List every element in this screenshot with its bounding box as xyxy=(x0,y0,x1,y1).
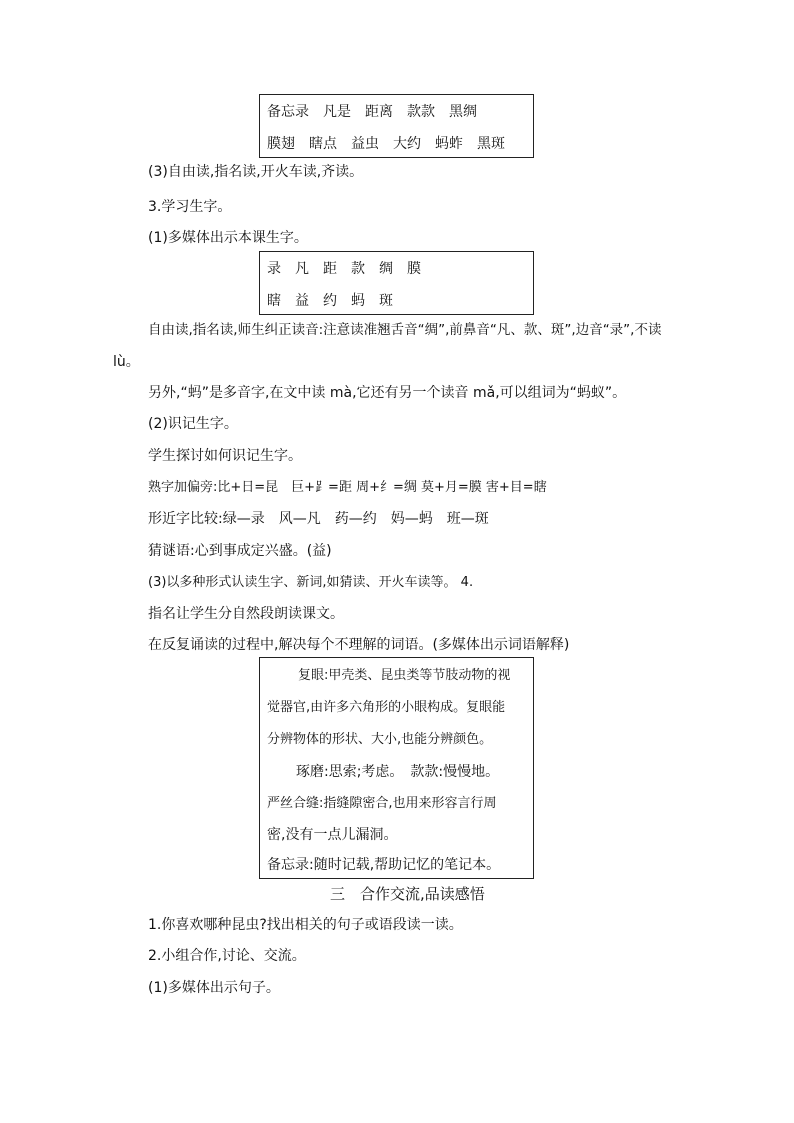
explanation-line-3: 分辨物体的形状、大小,也能分辨颜色。 xyxy=(267,732,493,747)
paragraph-learn-characters: 3.学习生字。 xyxy=(148,199,232,215)
explanations-box xyxy=(259,657,534,879)
paragraph-radicals: 熟字加偏旁:比+日=昆 巨+⻊=距 周+纟=绸 莫+月=膜 害+目=瞎 xyxy=(148,480,547,495)
paragraph-riddle: 猜谜语:心到事成定兴盛。(益) xyxy=(148,543,332,559)
paragraph-read-aloud: 指名让学生分自然段朗读课文。 xyxy=(148,606,344,622)
characters-row-1: 录 凡 距 款 绸 膜 xyxy=(267,261,421,277)
paragraph-pronunciation-cont: lù。 xyxy=(113,354,140,370)
section-heading: 三 合作交流,品读感悟 xyxy=(330,885,485,903)
paragraph-group-work: 2.小组合作,讨论、交流。 xyxy=(148,948,306,964)
paragraph-similar-chars: 形近字比较:绿—录 风—凡 药—约 妈—蚂 班—斑 xyxy=(148,511,489,527)
paragraph-show-sentences: (1)多媒体出示句子。 xyxy=(148,980,280,996)
paragraph-explanations: 在反复诵读的过程中,解决每个不理解的词语。(多媒体出示词语解释) xyxy=(148,637,570,653)
explanation-line-4: 琢磨:思索;考虑。 款款:慢慢地。 xyxy=(296,764,500,780)
vocabulary-row-1: 备忘录 凡是 距离 款款 黑绸 xyxy=(267,104,477,120)
explanation-line-5: 严丝合缝:指缝隙密合,也用来形容言行周 xyxy=(267,796,497,811)
paragraph-discuss: 学生探讨如何识记生字。 xyxy=(148,448,302,464)
paragraph-pronunciation: 自由读,指名读,师生纠正读音:注意读准翘舌音“绸”,前鼻音“凡、款、斑”,边音“录”,不读 xyxy=(148,322,662,338)
explanation-line-6: 密,没有一点儿漏洞。 xyxy=(267,827,398,843)
paragraph-forms: (3)以多种形式认读生字、新词,如猜读、开火车读等。 4. xyxy=(148,575,474,590)
characters-row-2: 瞎 益 约 蚂 斑 xyxy=(267,293,393,309)
explanation-line-2: 觉器官,由许多六角形的小眼构成。复眼能 xyxy=(267,700,506,715)
new-characters-box xyxy=(259,251,534,315)
vocabulary-box xyxy=(259,94,534,158)
explanation-line-7: 备忘录:随时记载,帮助记忆的笔记本。 xyxy=(267,857,501,873)
paragraph-polyphone: 另外,“蚂”是多音字,在文中读 mà,它还有另一个读音 mǎ,可以组词为“蚂蚁”。 xyxy=(148,385,627,401)
vocabulary-row-2: 膜翅 瞎点 益虫 大约 蚂蚱 黑斑 xyxy=(267,136,505,152)
paragraph-memorize: (2)识记生字。 xyxy=(148,416,238,432)
paragraph-reading-methods: (3)自由读,指名读,开火车读,齐读。 xyxy=(148,164,364,180)
paragraph-favorite-insect: 1.你喜欢哪种昆虫?找出相关的句子或语段读一读。 xyxy=(148,917,463,933)
paragraph-show-characters: (1)多媒体出示本课生字。 xyxy=(148,230,308,246)
explanation-line-1: 复眼:甲壳类、昆虫类等节肢动物的视 xyxy=(298,668,511,683)
